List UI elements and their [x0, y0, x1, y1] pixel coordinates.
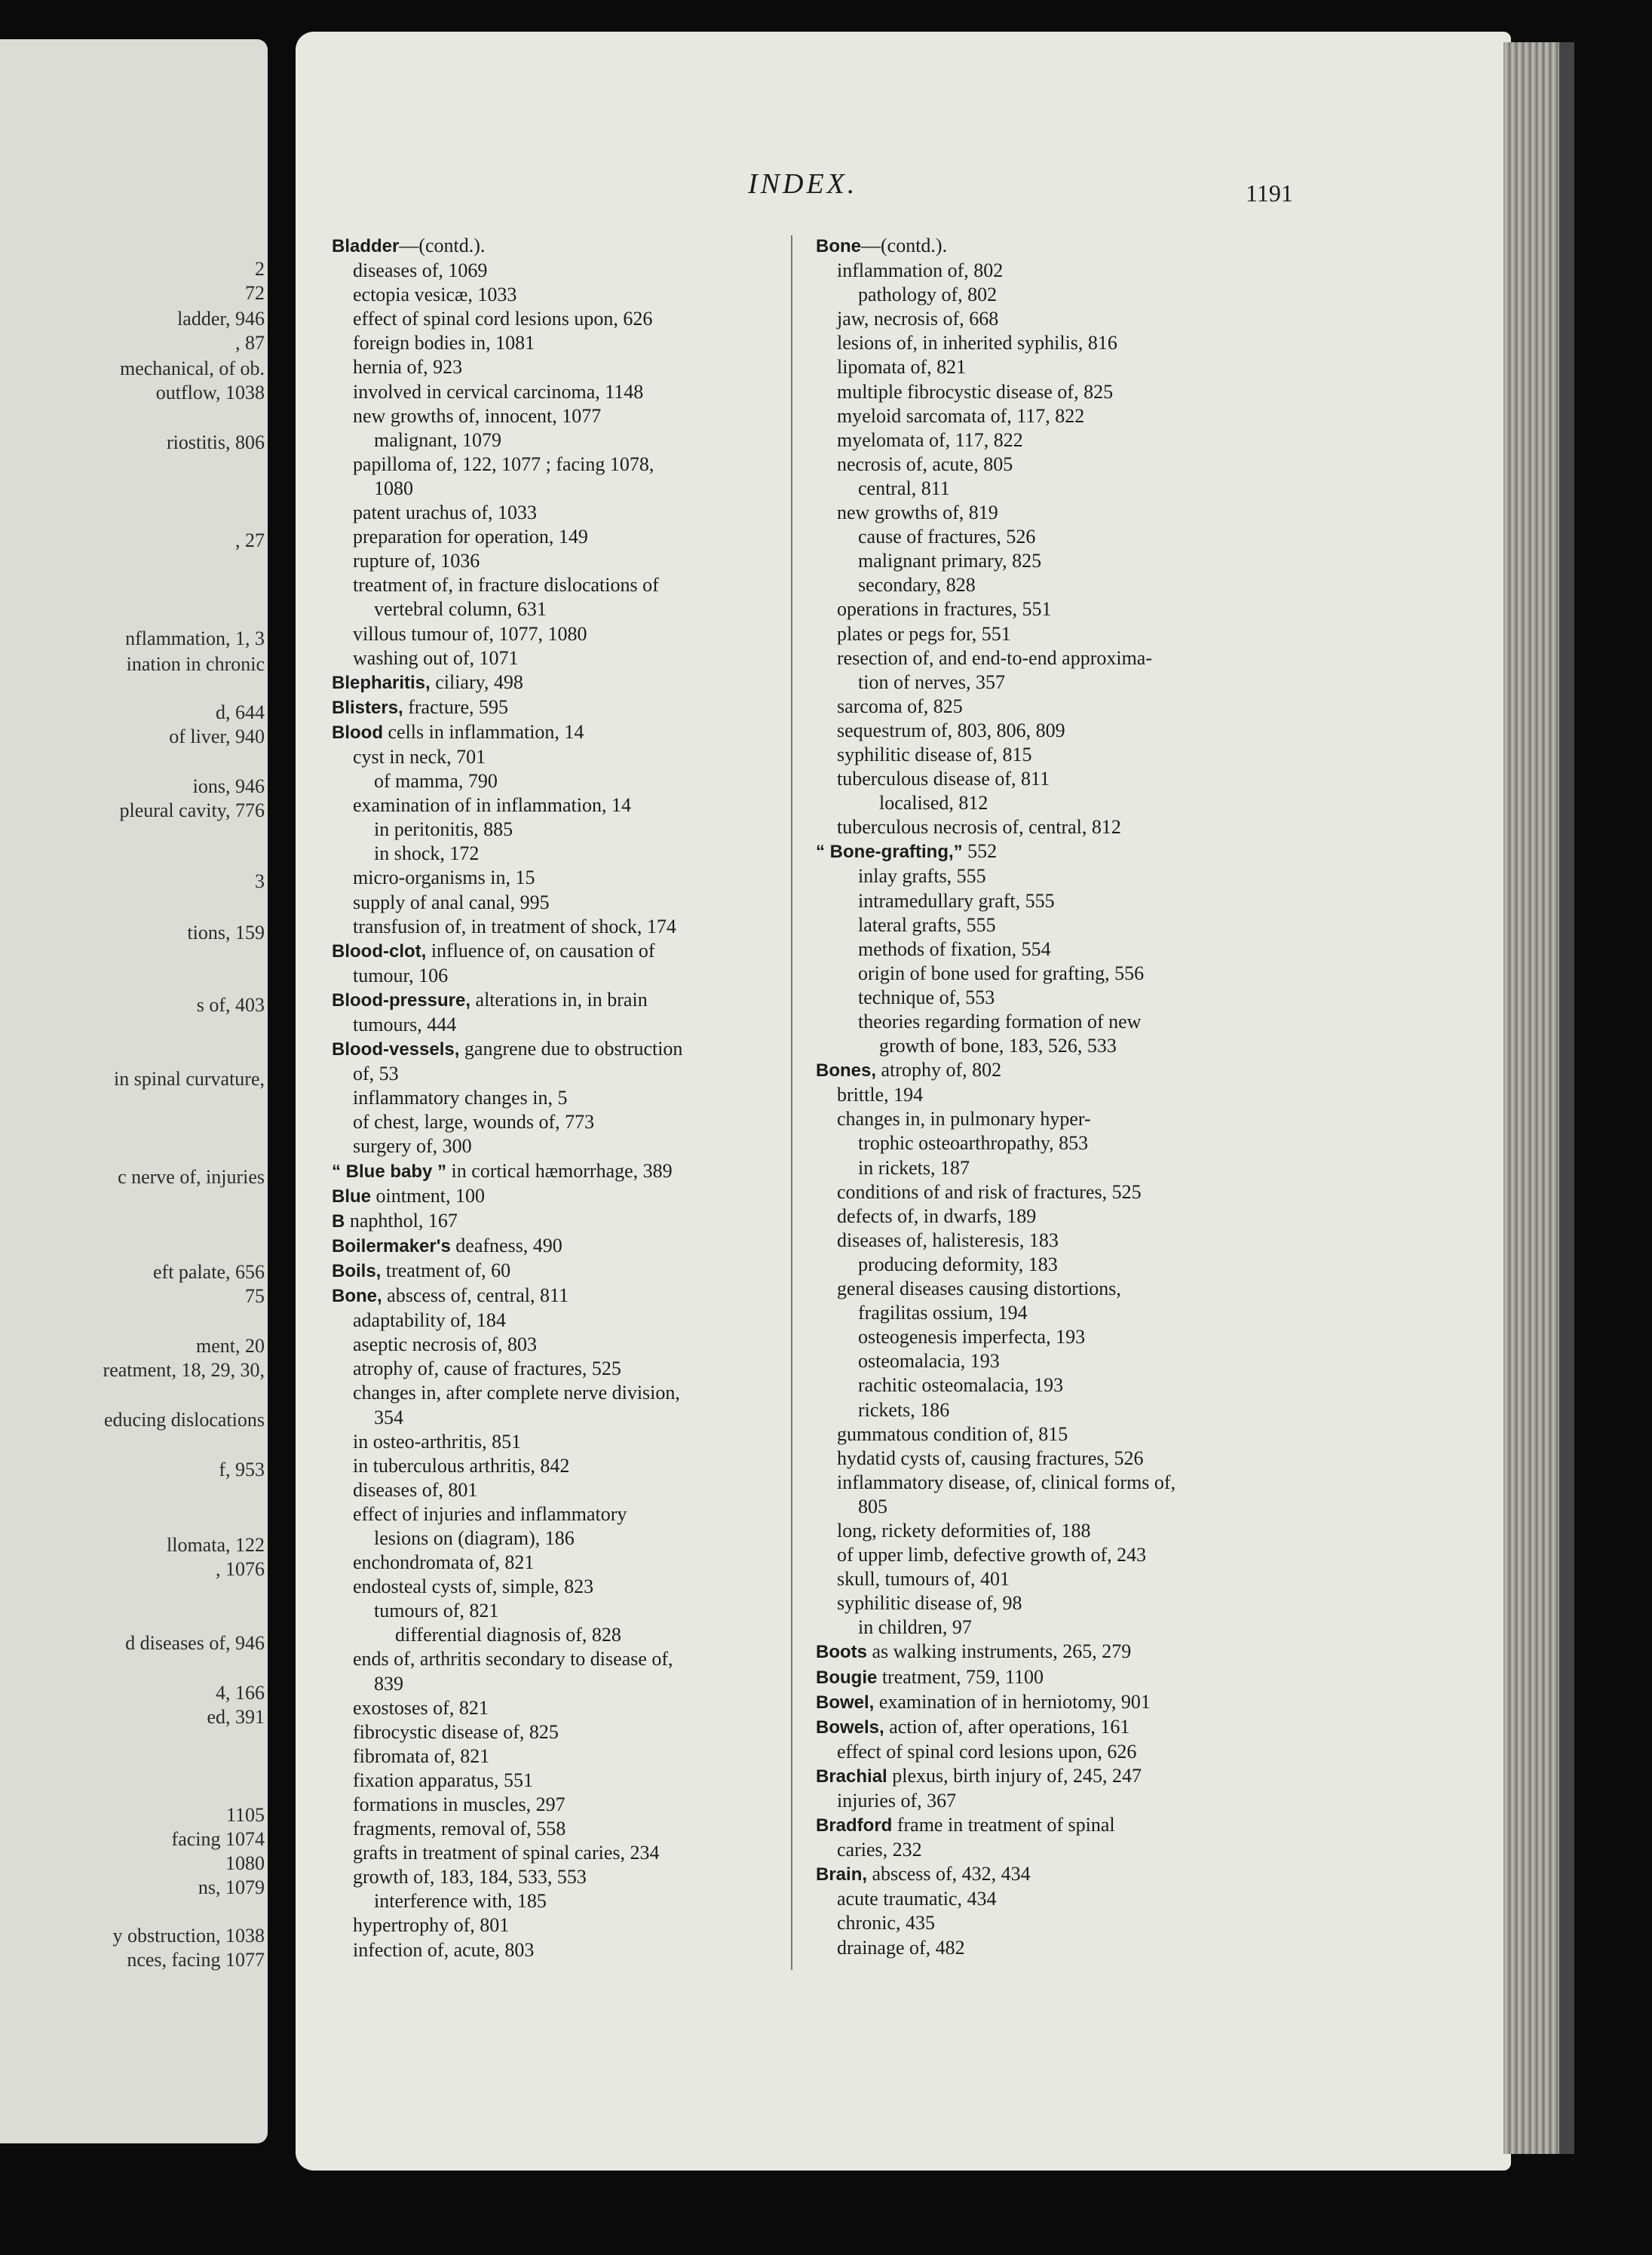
left-page-fragment: nflammation, 1, 3	[125, 627, 265, 649]
index-subentry: producing deformity, 183	[858, 1253, 1058, 1275]
index-headword-entry	[332, 1259, 799, 1284]
book-binding	[1559, 42, 1574, 2154]
index-headword-entry	[332, 670, 799, 695]
column-divider	[791, 235, 792, 1970]
index-subentry: theories regarding formation of new	[858, 1011, 1142, 1032]
index-subentry: sequestrum of, 803, 806, 809	[837, 719, 1065, 741]
index-headword-entry	[332, 1234, 799, 1259]
left-page-fragment: educing dislocations	[103, 1409, 265, 1431]
index-headword-entry	[332, 939, 799, 964]
index-subentry: conditions of and risk of fractures, 525	[837, 1180, 1142, 1203]
index-subentry: caries, 232	[837, 1839, 922, 1861]
entry-text: as walking instruments, 265, 279	[867, 1640, 1132, 1663]
index-subentry: osteomalacia, 193	[858, 1350, 1000, 1373]
index-subentry: origin of bone used for grafting, 556	[858, 962, 1145, 984]
left-page-fragment: 1105	[225, 1804, 265, 1826]
index-headword-entry	[332, 1159, 799, 1184]
index-subentry: in peritonitis, 885	[374, 818, 513, 841]
index-subentry: 839	[374, 1672, 403, 1695]
left-page-fragment: ed, 391	[207, 1706, 265, 1728]
left-page-fragment: , 27	[235, 529, 265, 551]
index-subentry: foreign bodies in, 1081	[353, 332, 535, 354]
index-subentry: cause of fractures, 526	[858, 526, 1036, 548]
index-subentry: washing out of, 1071	[353, 646, 519, 669]
index-subentry: in osteo-arthritis, 851	[353, 1430, 522, 1453]
left-page-fragment: ions, 946	[192, 775, 265, 797]
left-page-fragment: ladder, 946	[177, 308, 265, 330]
headword: Brain,	[816, 1864, 868, 1885]
index-subentry: differential diagnosis of, 828	[395, 1624, 621, 1646]
headword: Bougie	[816, 1667, 878, 1688]
left-page-fragment: s of, 403	[196, 994, 265, 1016]
entry-text: in cortical hæmorrhage, 389	[446, 1159, 673, 1182]
entry-text: —(contd.).	[399, 235, 486, 256]
index-headword-entry	[332, 1284, 799, 1309]
index-headword-entry	[816, 1640, 1283, 1664]
index-subentry: interference with, 185	[374, 1890, 547, 1913]
page-edges	[1503, 42, 1559, 2154]
index-subentry: inflammatory disease, of, clinical forms of,	[837, 1471, 1176, 1493]
index-subentry: lesions of, in inherited syphilis, 816	[837, 332, 1117, 354]
index-subentry: inlay grafts, 555	[858, 865, 986, 888]
index-headword-entry	[332, 695, 799, 720]
entry-text: naphthol, 167	[345, 1209, 458, 1232]
index-subentry: enchondromata of, 821	[353, 1551, 535, 1574]
left-page-fragment: ination in chronic	[126, 653, 265, 675]
index-column-2	[816, 234, 1283, 1960]
headword: Bradford	[816, 1815, 893, 1836]
index-subentry: methods of fixation, 554	[858, 937, 1051, 960]
index-subentry: lateral grafts, 555	[858, 913, 996, 936]
index-subentry: osteogenesis imperfecta, 193	[858, 1326, 1086, 1348]
entry-text: ointment, 100	[371, 1184, 485, 1207]
index-subentry: tion of nerves, 357	[858, 670, 1005, 693]
index-subentry: ends of, arthritis secondary to disease of,	[353, 1648, 673, 1671]
entry-text: influence of, on causation of	[426, 939, 655, 962]
left-page-fragment: 1080	[225, 1852, 265, 1874]
headword: Brachial	[816, 1766, 887, 1787]
entry-text: —(contd.).	[861, 235, 948, 256]
index-subentry: trophic osteoarthropathy, 853	[858, 1132, 1089, 1155]
left-page-fragment: ment, 20	[196, 1335, 265, 1357]
headword: Boots	[816, 1642, 867, 1663]
entry-text: treatment of, 60	[381, 1259, 511, 1281]
index-headword-entry	[816, 234, 1283, 259]
left-page-fragment: facing 1074	[171, 1828, 265, 1850]
index-subentry: myelomata of, 117, 822	[837, 428, 1023, 451]
entry-text: treatment, 759, 1100	[877, 1665, 1044, 1688]
left-page-fragment: d diseases of, 946	[125, 1632, 265, 1654]
index-subentry: tuberculous disease of, 811	[837, 768, 1050, 790]
running-head: INDEX.	[748, 168, 858, 200]
index-subentry: lesions on (diagram), 186	[374, 1526, 575, 1549]
left-page-fragment: 75	[245, 1285, 265, 1307]
index-subentry: operations in fractures, 551	[837, 598, 1052, 621]
left-page-fragment: llomata, 122	[167, 1534, 265, 1556]
index-subentry: growth of bone, 183, 526, 533	[879, 1035, 1117, 1057]
index-headword-entry	[816, 1665, 1283, 1690]
index-subentry: long, rickety deformities of, 188	[837, 1519, 1091, 1542]
left-page-fragment: c nerve of, injuries	[118, 1166, 265, 1188]
index-subentry: technique of, 553	[858, 986, 995, 1008]
left-page-fragment: riostitis, 806	[166, 431, 265, 453]
index-subentry: exostoses of, 821	[353, 1696, 489, 1719]
headword: “ Bone-grafting,”	[816, 842, 963, 863]
index-headword-entry	[332, 234, 799, 259]
headword: Bones,	[816, 1060, 877, 1081]
index-subentry: atrophy of, cause of fractures, 525	[353, 1358, 621, 1380]
index-subentry: supply of anal canal, 995	[353, 891, 550, 913]
index-subentry: new growths of, innocent, 1077	[353, 404, 602, 427]
headword: Bladder	[332, 236, 400, 256]
index-subentry: of chest, large, wounds of, 773	[353, 1111, 595, 1134]
index-subentry: tumours, 444	[353, 1014, 457, 1035]
index-subentry: transfusion of, in treatment of shock, 174	[353, 915, 676, 937]
index-subentry: injuries of, 367	[837, 1790, 957, 1812]
index-subentry: hypertrophy of, 801	[353, 1914, 510, 1937]
index-subentry: rickets, 186	[858, 1398, 950, 1421]
headword: Blepharitis,	[332, 672, 431, 693]
index-subentry: fibrocystic disease of, 825	[353, 1720, 559, 1743]
index-subentry: in children, 97	[858, 1616, 972, 1639]
index-subentry: effect of spinal cord lesions upon, 626	[837, 1740, 1137, 1763]
index-subentry: in rickets, 187	[858, 1156, 970, 1179]
index-subentry: growth of, 183, 184, 533, 553	[353, 1866, 587, 1888]
index-subentry: syphilitic disease of, 815	[837, 743, 1032, 765]
index-subentry: villous tumour of, 1077, 1080	[353, 622, 587, 645]
left-page-fragment: y obstruction, 1038	[112, 1925, 265, 1947]
left-page-fragment: pleural cavity, 776	[119, 799, 265, 821]
left-page-fragment: 4, 166	[216, 1682, 265, 1704]
index-subentry: inflammation of, 802	[837, 259, 1004, 282]
index-subentry: in tuberculous arthritis, 842	[353, 1454, 570, 1477]
headword: Blood	[332, 722, 383, 743]
index-subentry: of upper limb, defective growth of, 243	[837, 1544, 1147, 1566]
headword: Bone	[816, 236, 861, 256]
index-subentry: infection of, acute, 803	[353, 1938, 535, 1961]
left-page-fragment: d, 644	[216, 701, 265, 723]
index-subentry: jaw, necrosis of, 668	[837, 308, 999, 330]
index-subentry: defects of, in dwarfs, 189	[837, 1204, 1037, 1227]
index-column-1	[332, 234, 799, 1962]
left-page-fragment: mechanical, of ob.	[119, 357, 265, 379]
headword: Blue	[332, 1186, 372, 1207]
headword: Boilermaker's	[332, 1235, 451, 1256]
index-subentry: of, 53	[353, 1063, 399, 1085]
index-headword-entry	[332, 988, 799, 1013]
entry-text: cells in inflammation, 14	[382, 720, 584, 743]
index-subentry: preparation for operation, 149	[353, 526, 588, 548]
index-subentry: patent urachus of, 1033	[353, 502, 538, 524]
left-page-fragment: reatment, 18, 29, 30,	[103, 1359, 265, 1381]
entry-text: abscess of, 432, 434	[867, 1863, 1031, 1885]
left-page-fragment: eft palate, 656	[153, 1261, 265, 1283]
headword: Blood-clot,	[332, 940, 427, 962]
entry-text: fracture, 595	[403, 695, 509, 718]
index-subentry: lipomata of, 821	[837, 356, 967, 379]
index-subentry: localised, 812	[879, 792, 988, 815]
index-subentry: fragments, removal of, 558	[353, 1818, 566, 1840]
index-subentry: inflammatory changes in, 5	[353, 1087, 568, 1109]
index-subentry: malignant primary, 825	[858, 550, 1042, 572]
index-subentry: intramedullary graft, 555	[858, 889, 1055, 912]
index-subentry: changes in, in pulmonary hyper-	[837, 1108, 1091, 1131]
index-subentry: acute traumatic, 434	[837, 1888, 997, 1910]
index-subentry: diseases of, 801	[353, 1478, 478, 1501]
index-subentry: hernia of, 923	[353, 356, 463, 379]
left-page-fragment: 3	[255, 870, 265, 892]
index-headword-entry	[816, 1862, 1283, 1887]
index-subentry: changes in, after complete nerve division,	[353, 1382, 680, 1404]
entry-text: alterations in, in brain	[470, 988, 648, 1011]
index-headword-entry	[816, 839, 1283, 864]
index-subentry: syphilitic disease of, 98	[837, 1592, 1022, 1615]
index-subentry: hydatid cysts of, causing fractures, 526	[837, 1447, 1144, 1469]
left-page-fragment: ns, 1079	[198, 1876, 265, 1898]
entry-text: atrophy of, 802	[876, 1059, 1002, 1081]
index-headword-entry	[816, 1764, 1283, 1789]
left-page-fragment: outflow, 1038	[155, 382, 265, 403]
index-subentry: gummatous condition of, 815	[837, 1422, 1068, 1445]
left-page-fragment: nces, facing 1077	[127, 1949, 265, 1971]
index-subentry: cyst in neck, 701	[353, 745, 486, 768]
index-subentry: fibromata of, 821	[353, 1744, 490, 1767]
entry-text: plexus, birth injury of, 245, 247	[887, 1764, 1142, 1787]
headword: Bone,	[332, 1286, 382, 1307]
entry-text: gangrene due to obstruction	[459, 1038, 683, 1060]
left-page-fragment: tions, 159	[187, 922, 265, 943]
index-subentry: involved in cervical carcinoma, 1148	[353, 380, 644, 403]
entry-text: abscess of, central, 811	[382, 1284, 569, 1307]
index-subentry: micro-organisms in, 15	[353, 867, 535, 889]
index-headword-entry	[332, 720, 799, 745]
index-headword-entry	[816, 1813, 1283, 1838]
index-subentry: surgery of, 300	[353, 1135, 472, 1158]
entry-text: action of, after operations, 161	[884, 1715, 1130, 1738]
index-headword-entry	[816, 1715, 1283, 1740]
entry-text: ciliary, 498	[430, 670, 523, 693]
page-number: 1191	[1246, 179, 1293, 207]
index-subentry: brittle, 194	[837, 1084, 924, 1106]
index-subentry: fixation apparatus, 551	[353, 1769, 533, 1791]
index-subentry: endosteal cysts of, simple, 823	[353, 1575, 594, 1598]
index-subentry: plates or pegs for, 551	[837, 622, 1011, 645]
left-page	[0, 39, 268, 2143]
index-subentry: effect of spinal cord lesions upon, 626	[353, 308, 653, 330]
index-headword-entry	[816, 1058, 1283, 1083]
index-subentry: grafts in treatment of spinal caries, 234	[353, 1842, 660, 1864]
index-subentry: aseptic necrosis of, 803	[353, 1333, 538, 1356]
index-subentry: general diseases causing distortions,	[837, 1278, 1121, 1300]
index-subentry: malignant, 1079	[374, 428, 501, 451]
index-headword-entry	[816, 1690, 1283, 1715]
index-subentry: multiple fibrocystic disease of, 825	[837, 380, 1114, 403]
headword: Bowel,	[816, 1692, 875, 1713]
entry-text: frame in treatment of spinal	[892, 1814, 1115, 1836]
index-subentry: tumours of, 821	[374, 1600, 499, 1622]
index-subentry: chronic, 435	[837, 1912, 935, 1934]
index-subentry: new growths of, 819	[837, 502, 998, 524]
headword: Bowels,	[816, 1717, 884, 1738]
headword: Blisters,	[332, 697, 403, 718]
left-page-fragment: in spinal curvature,	[114, 1068, 265, 1090]
left-page-fragment: f, 953	[219, 1459, 265, 1480]
index-subentry: tuberculous necrosis of, central, 812	[837, 816, 1121, 839]
index-subentry: secondary, 828	[858, 574, 976, 597]
entry-text: 552	[962, 840, 998, 863]
left-page-fragment: , 87	[235, 332, 265, 354]
index-subentry: effect of injuries and inflammatory	[353, 1502, 627, 1525]
index-subentry: vertebral column, 631	[374, 598, 547, 621]
index-subentry: resection of, and end-to-end approxima-	[837, 646, 1153, 669]
index-headword-entry	[332, 1184, 799, 1209]
index-subentry: skull, tumours of, 401	[837, 1568, 1010, 1591]
index-subentry: necrosis of, acute, 805	[837, 453, 1013, 475]
index-headword-entry	[332, 1037, 799, 1062]
index-subentry: in shock, 172	[374, 842, 480, 865]
index-subentry: adaptability of, 184	[353, 1309, 506, 1332]
index-subentry: diseases of, halisteresis, 183	[837, 1229, 1059, 1251]
index-subentry: formations in muscles, 297	[353, 1793, 565, 1815]
index-subentry: treatment of, in fracture dislocations of	[353, 574, 659, 597]
entry-text: deafness, 490	[450, 1234, 562, 1256]
index-headword-entry	[332, 1209, 799, 1234]
left-page-fragment: , 1076	[216, 1558, 265, 1580]
index-subentry: pathology of, 802	[858, 284, 998, 306]
index-subentry: rupture of, 1036	[353, 550, 480, 572]
headword: B	[332, 1210, 345, 1232]
index-subentry: diseases of, 1069	[353, 259, 488, 282]
index-subentry: ectopia vesicæ, 1033	[353, 284, 517, 306]
index-subentry: myeloid sarcomata of, 117, 822	[837, 404, 1085, 427]
headword: Boils,	[332, 1260, 382, 1281]
index-subentry: fragilitas ossium, 194	[858, 1302, 1028, 1324]
left-page-fragment: 72	[245, 282, 265, 304]
index-subentry: 354	[374, 1406, 403, 1428]
index-subentry: central, 811	[858, 477, 950, 499]
index-subentry: 805	[858, 1495, 887, 1517]
index-subentry: drainage of, 482	[837, 1936, 965, 1959]
index-subentry: sarcoma of, 825	[837, 695, 963, 717]
index-subentry: 1080	[374, 477, 413, 499]
headword: “ Blue baby ”	[332, 1161, 447, 1182]
index-subentry: of mamma, 790	[374, 770, 498, 793]
entry-text: examination of in herniotomy, 901	[874, 1690, 1151, 1713]
index-subentry: papilloma of, 122, 1077 ; facing 1078,	[353, 453, 654, 475]
index-subentry: examination of in inflammation, 14	[353, 794, 631, 817]
headword: Blood-vessels,	[332, 1039, 460, 1060]
index-subentry: tumour, 106	[353, 964, 449, 986]
headword: Blood-pressure,	[332, 989, 471, 1011]
index-subentry: rachitic osteomalacia, 193	[858, 1374, 1064, 1397]
left-page-fragment: 2	[255, 258, 265, 280]
left-page-fragment: of liver, 940	[169, 726, 265, 747]
